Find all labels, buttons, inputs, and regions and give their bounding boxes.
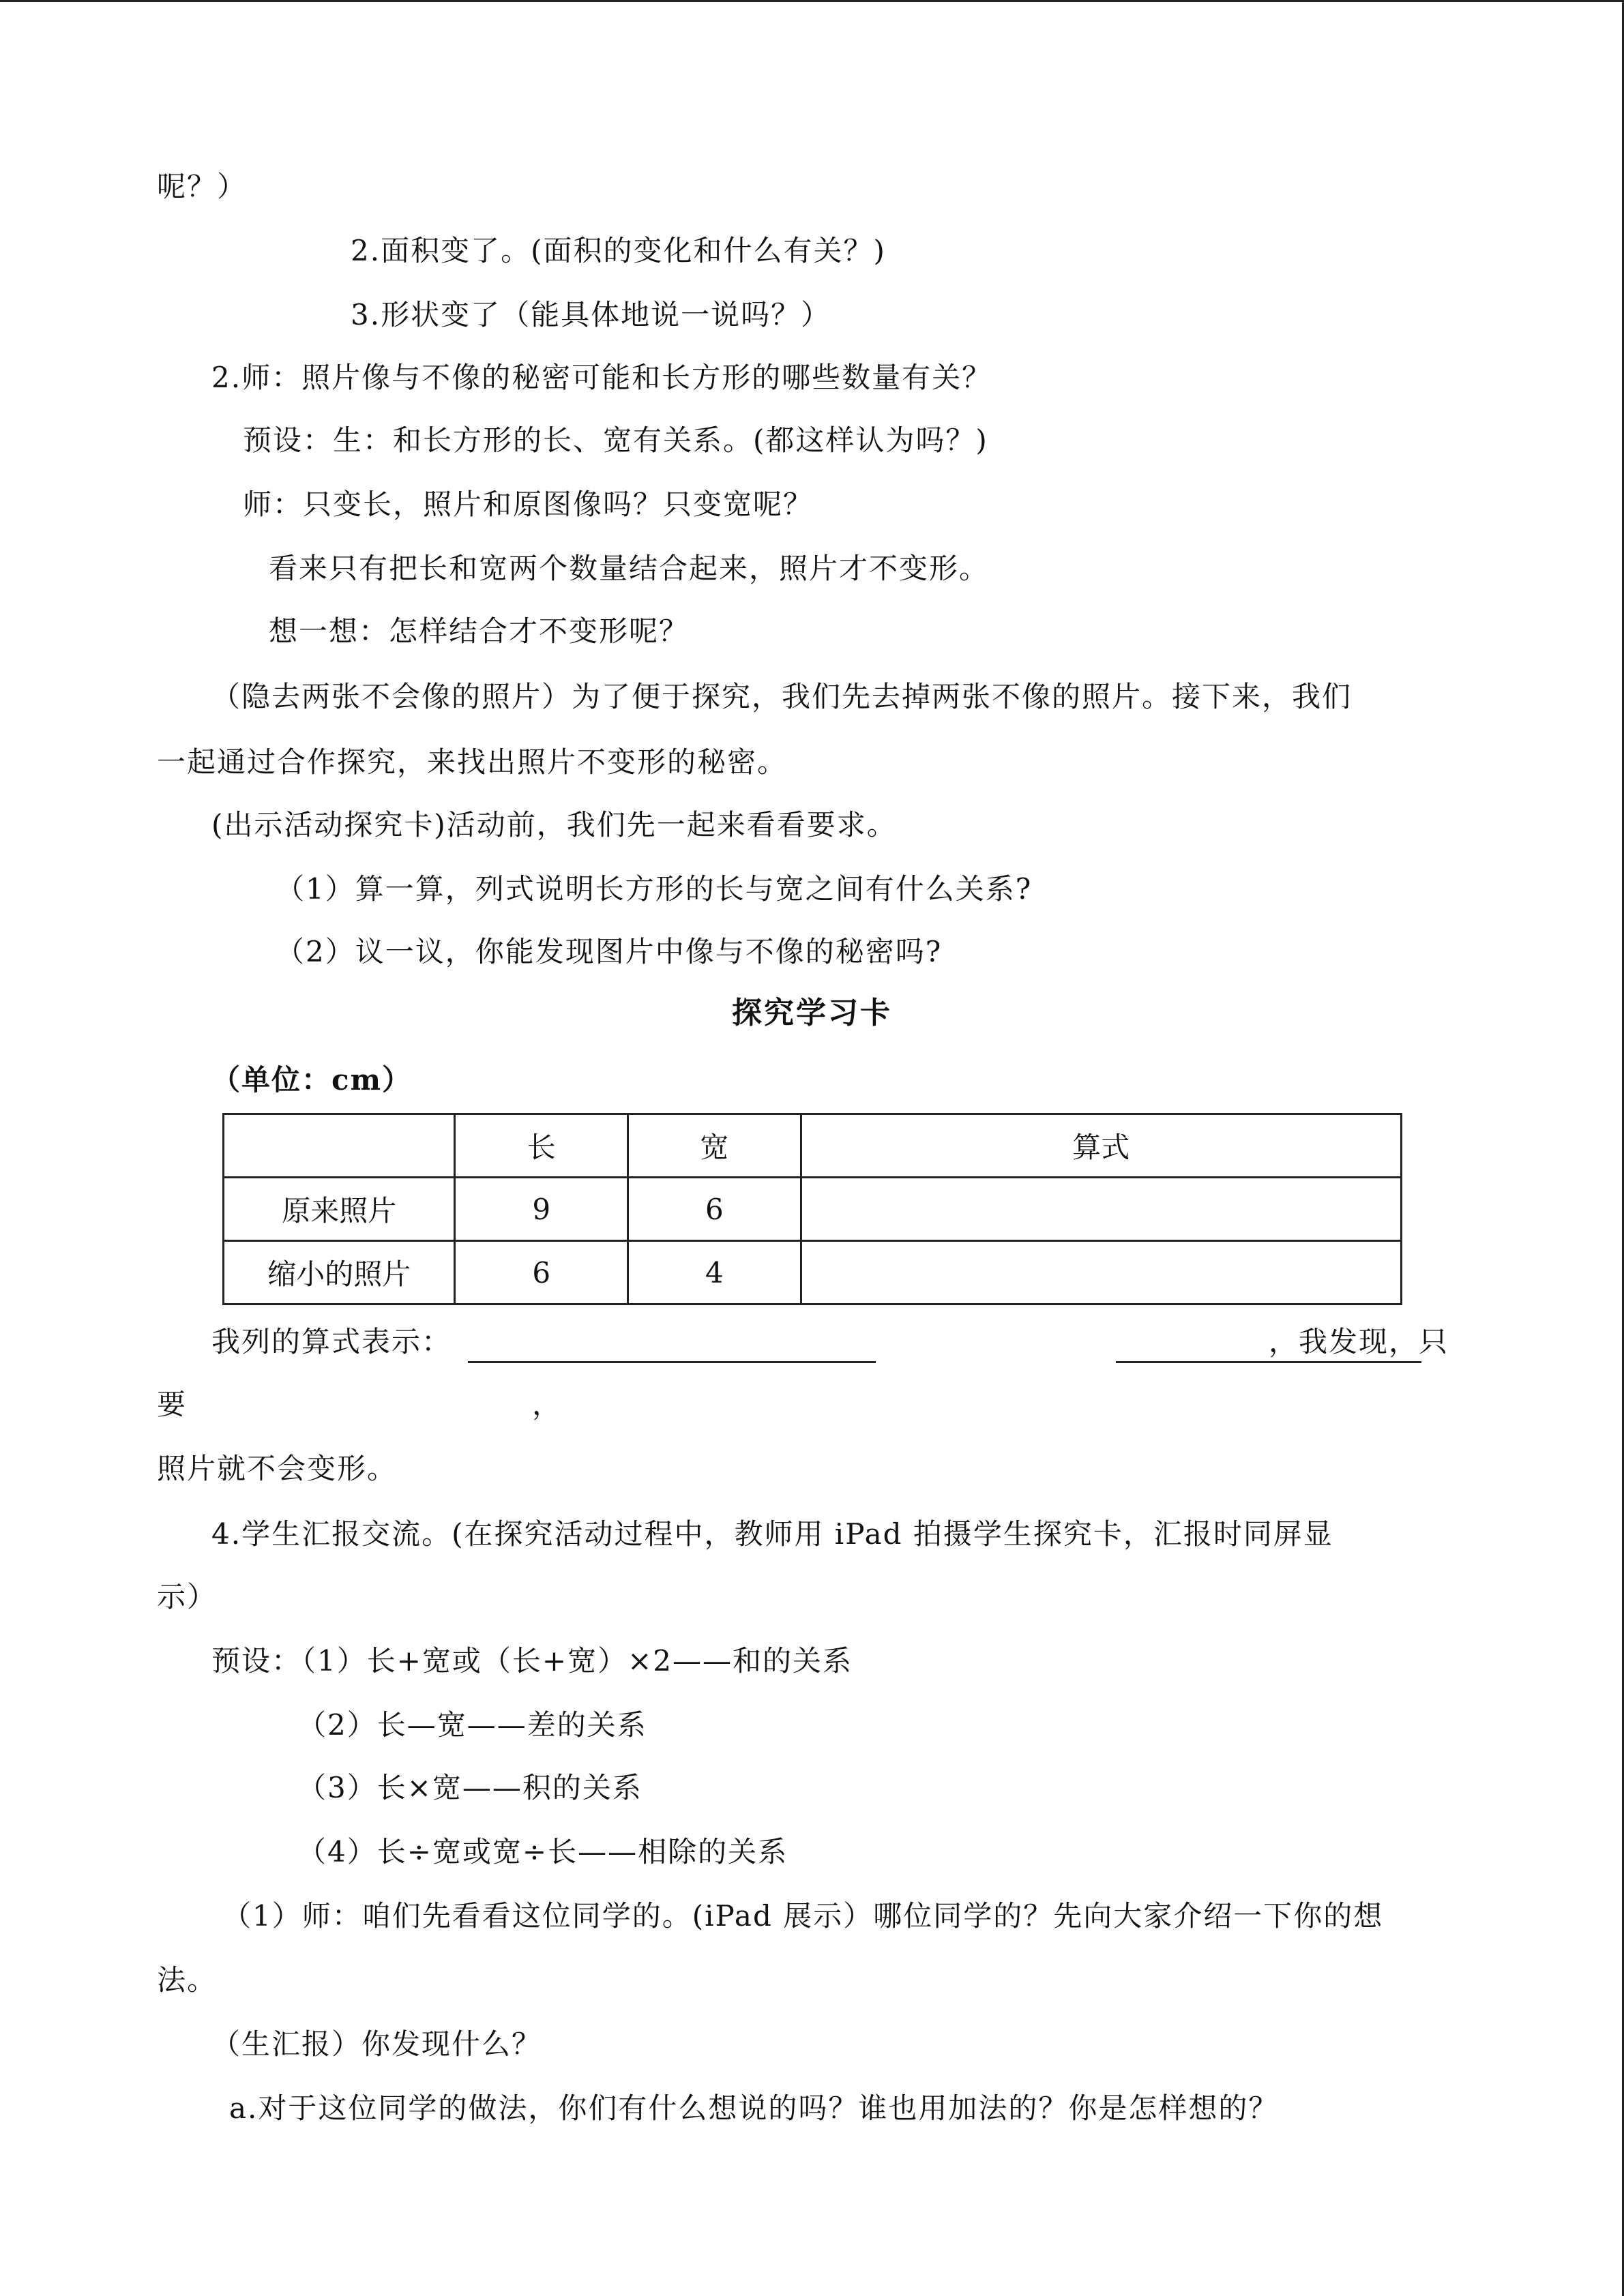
formula-cell [801, 1178, 1401, 1241]
fill-conclusion: 照片就不会变形。 [157, 1452, 398, 1485]
header-cell-formula: 算式 [801, 1114, 1401, 1178]
formula-cell [801, 1241, 1401, 1304]
fill-prompt-formula: 我列的算式表示： [211, 1325, 452, 1358]
text-line-13: （2）议一议，你能发现图片中像与不像的秘密吗? [276, 935, 943, 968]
card-unit: （单位：cm） [211, 1063, 413, 1097]
blank-underline-formula [468, 1361, 876, 1363]
header-cell-width: 宽 [628, 1114, 801, 1178]
text-line-5: 预设：生：和长方形的长、宽有关系。(都这样认为吗？) [243, 423, 988, 457]
text-line-9: （隐去两张不会像的照片）为了便于探究，我们先去掉两张不像的照片。接下来，我们 [211, 680, 1353, 713]
text-line-10: 一起通过合作探究，来找出照片不变形的秘密。 [157, 745, 788, 779]
width-cell: 4 [628, 1241, 801, 1304]
header-cell-length: 长 [455, 1114, 628, 1178]
text-line-7: 看来只有把长和宽两个数量结合起来，照片才不变形。 [269, 552, 990, 585]
row-label: 原来照片 [224, 1178, 455, 1241]
text-line-6: 师：只变长，照片和原图像吗？只变宽呢？ [243, 488, 814, 521]
text-line-2: 2.面积变了。(面积的变化和什么有关？) [351, 234, 886, 267]
table-row [224, 1178, 1402, 1241]
text-line-12: （1）算一算，列式说明长方形的长与宽之间有什么关系? [276, 872, 1033, 906]
fill-comma: ， [532, 1388, 563, 1421]
table-row [224, 1241, 1402, 1304]
width-cell: 6 [628, 1178, 801, 1241]
text-line-1: 呢？） [157, 170, 248, 203]
report-line-8: 法。 [157, 1963, 218, 1997]
text-line-3: 3.形状变了（能具体地说一说吗？） [351, 298, 831, 331]
report-line-4: （2）长—宽——差的关系 [297, 1708, 647, 1742]
text-line-4: 2.师：照片像与不像的秘密可能和长方形的哪些数量有关？ [211, 361, 992, 394]
length-cell: 6 [455, 1241, 628, 1304]
exploration-card-table [222, 1113, 1402, 1305]
text-line-8: 想一想：怎样结合才不变形呢？ [269, 614, 690, 648]
page-top-border [0, 0, 1624, 2]
report-line-2: 示） [157, 1580, 218, 1613]
table-header-row [224, 1114, 1402, 1178]
length-cell: 9 [455, 1178, 628, 1241]
row-label: 缩小的照片 [224, 1241, 455, 1304]
report-line-1: 4.学生汇报交流。(在探究活动过程中，教师用 iPad 拍摄学生探究卡，汇报时同屏显 [211, 1517, 1333, 1551]
header-cell-empty [224, 1114, 455, 1178]
report-line-3: 预设：（1）长+宽或（长+宽）×2——和的关系 [211, 1644, 853, 1678]
report-line-6: （4）长÷宽或宽÷长——相除的关系 [297, 1835, 788, 1868]
card-title: 探究学习卡 [732, 996, 892, 1030]
fill-prompt-only-if: 要 [157, 1388, 188, 1421]
text-line-11: (出示活动探究卡)活动前，我们先一起来看看要求。 [211, 808, 897, 841]
report-line-9: （生汇报）你发现什么？ [211, 2027, 542, 2061]
fill-prompt-discovery: ，我发现，只 [1269, 1325, 1449, 1358]
report-line-5: （3）长×宽——积的关系 [297, 1771, 643, 1804]
report-line-7: （1）师：咱们先看看这位同学的。(iPad 展示）哪位同学的？先向大家介绍一下你的想 [222, 1899, 1384, 1933]
report-line-10: a.对于这位同学的做法，你们有什么想说的吗？谁也用加法的？你是怎样想的？ [229, 2091, 1279, 2125]
